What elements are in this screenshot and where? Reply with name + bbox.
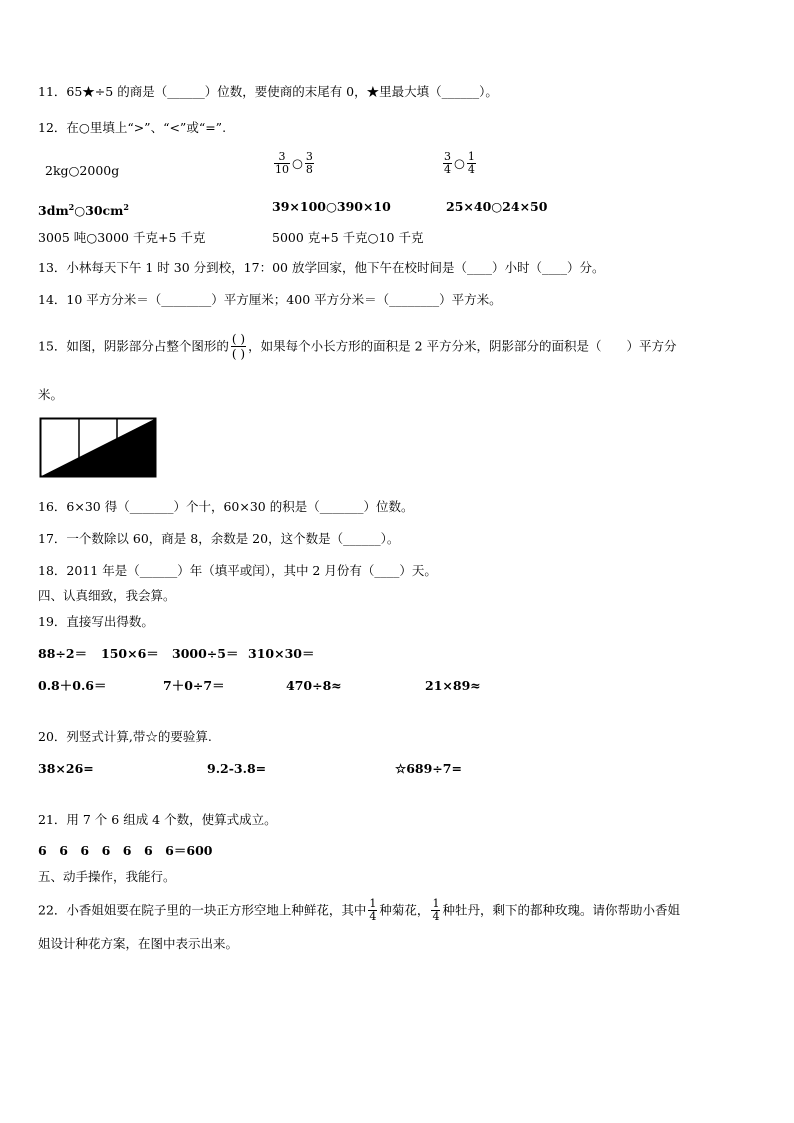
fraction: $\frac{1}{4}$ (432, 897, 440, 923)
shaded-rectangle-figure (39, 417, 159, 479)
q11-text: 11．65★÷5 的商是（______）位数，要使商的末尾有 0，★里最大填（______）。 (38, 84, 498, 99)
q12-r3c2: 5000 克+5 千克○10 千克 (272, 230, 424, 245)
q12-r1c3: $\frac{3}{4}$ ○ $\frac{1}{4}$ (444, 150, 475, 176)
section-4-heading: 四、认真细致，我会算。 (38, 588, 176, 603)
q20-item: 38×26= (38, 761, 94, 776)
fraction: $\frac{1}{4}$ (369, 897, 377, 923)
q20-title: 20．列竖式计算,带☆的要验算. (38, 729, 212, 744)
q19-item: 88÷2＝ (38, 646, 88, 661)
q19-item: 150×6＝ (101, 646, 159, 661)
q12-r2c2: 39×100○390×10 (272, 199, 391, 214)
q12-title: 12．在○里填上“>”、“<”或“=”. (38, 120, 227, 135)
q19-title: 19．直接写出得数。 (38, 614, 154, 629)
q19-item: 7＋0÷7＝ (163, 678, 225, 693)
q15-line1: 15．如图，阴影部分占整个图形的 $\frac{( )}{( )}$ ，如果每个小长方形的面积是 2 平方分米，阴影部分的面积是（ ）平方分 (38, 332, 677, 361)
blank-fraction: $\frac{( )}{( )}$ (231, 332, 246, 361)
q18-text: 18．2011 年是（______）年（填平或闰），其中 2 月份有（____）天。 (38, 563, 437, 578)
q19-item: 21×89≈ (425, 678, 481, 693)
q12-r2c1: $3dm^2○30cm^2$ (38, 202, 129, 219)
q21-title: 21．用 7 个 6 组成 4 个数，使算式成立。 (38, 812, 277, 827)
q21-expression: 6 6 6 6 6 6 6＝600 (38, 843, 213, 858)
fraction: $\frac{3}{8}$ (305, 150, 313, 176)
q12-r1c2: $\frac{3}{10}$ ○ $\frac{3}{8}$ (275, 150, 313, 176)
fraction: $\frac{3}{10}$ (275, 150, 289, 176)
q17-text: 17．一个数除以 60，商是 8，余数是 20，这个数是（______）。 (38, 531, 400, 546)
fraction: $\frac{3}{4}$ (444, 150, 451, 176)
q12-r1c1: 2kg○2000g (45, 163, 120, 178)
q16-text: 16．6×30 得（_______）个十，60×30 的积是（_______）位数。 (38, 499, 414, 514)
q22-line2: 姐设计种花方案，在图中表示出来。 (38, 936, 239, 951)
q12-r2c3: 25×40○24×50 (446, 199, 548, 214)
q22-line1: 22．小香姐姐要在院子里的一块正方形空地上种鲜花，其中 $\frac{1}{4}$ 种菊花， $\frac{1}{4}$ 种牡丹，剩下的都种玫瑰。请你帮助小香姐 (38, 897, 680, 923)
q19-item: 310×30＝ (248, 646, 315, 661)
q19-item: 0.8＋0.6＝ (38, 678, 107, 693)
q14-text: 14．10 平方分米＝（________）平方厘米；400 平方分米＝（________）平方米。 (38, 292, 502, 307)
q12-r3c1: 3005 吨○3000 千克+5 千克 (38, 230, 206, 245)
q15-line2: 米。 (38, 387, 64, 402)
q19-item: 3000÷5＝ (172, 646, 239, 661)
q19-item: 470÷8≈ (286, 678, 342, 693)
q20-item: ☆689÷7= (395, 761, 462, 776)
q20-item: 9.2-3.8= (207, 761, 267, 776)
fraction: $\frac{1}{4}$ (467, 150, 475, 176)
section-5-heading: 五、动手操作，我能行。 (38, 869, 176, 884)
q13-text: 13．小林每天下午 1 时 30 分到校，17：00 放学回家，他下午在校时间是（____）小时（____）分。 (38, 260, 605, 275)
